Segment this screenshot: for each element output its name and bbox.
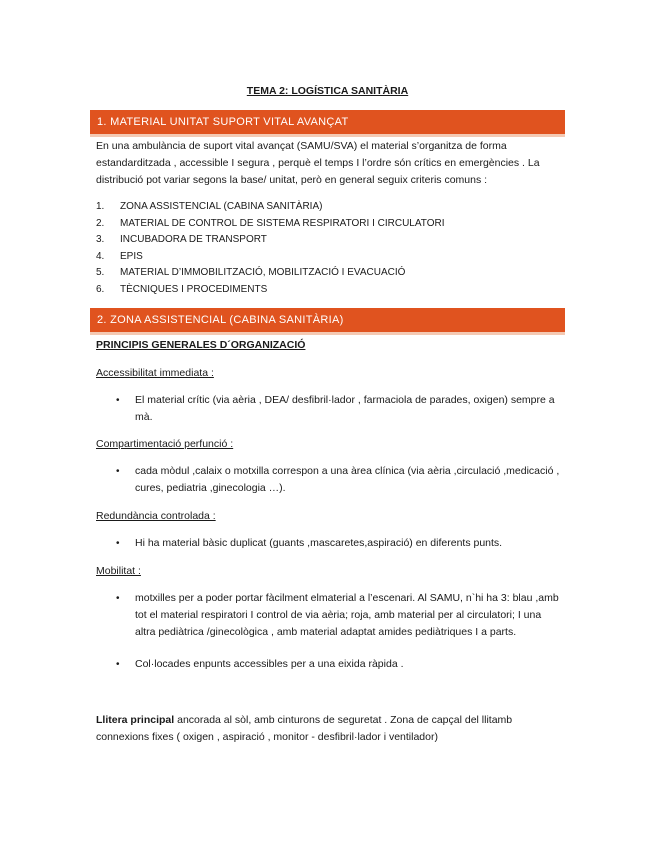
list-item: 3. INCUBADORA DE TRANSPORT (96, 234, 267, 245)
accessibility-label: Accessibilitat immediata : (96, 367, 214, 379)
list-item: 4. EPIS (96, 250, 143, 262)
section-1-heading-shadow (90, 134, 565, 137)
section-2-heading-shadow (90, 332, 565, 335)
section-2-heading: 2. ZONA ASSISTENCIAL (CABINA SANITÀRIA) (90, 308, 565, 332)
redundancy-label: Redundància controlada : (96, 510, 216, 522)
mobility-label: Mobilitat : (96, 565, 141, 577)
compartment-label: Compartimentació perfunció : (96, 438, 234, 450)
bullet-dot-icon: • (116, 395, 120, 406)
section-1-heading: 1. MATERIAL UNITAT SUPORT VITAL AVANÇAT (90, 110, 565, 134)
list-item: 6. TÈCNIQUES I PROCEDIMENTS (96, 283, 268, 295)
list-item: 2. MATERIAL DE CONTROL DE SISTEMA RESPIRATORI I CIRCULATORI (96, 217, 445, 229)
bullet-dot-icon: • (116, 466, 120, 477)
page-title: TEMA 2: LOGÍSTICA SANITÀRIA (246, 85, 409, 97)
section-1-numbered-list (96, 199, 558, 298)
compartment-bullet: • cada mòdul ,calaix o motxilla correspon a una àrea clínica (via aèria ,circulació ,medicació , cures, pediatria ,ginecologia …). (116, 465, 560, 494)
section-1-intro: En una ambulància de suport vital avançat (SAMU/SVA) el material s’organitza de forma estandarditzada , accessible I segura , perquè el temps I l’ordre són crítics en emergències . La distribució pot variar segons la base/ unitat, però en general seguix criteris comuns : (96, 140, 540, 186)
stretcher-bold-term: Llitera principal (96, 714, 175, 726)
mobility-bullet-2: • Col·locades enpunts accessibles per a una eixida ràpida . (116, 656, 560, 673)
mobility-bullet-1: • motxilles per a poder portar fàcilment elmaterial a l’escenari. Al SAMU, n`hi ha 3: blau ,amb tot el material respiratori I control de via aèria; roja, amb material per al circulatori; I una altra pediàtrica /ginecològica , amb material adaptat amides pediàtriques I a parts. (116, 592, 559, 638)
stretcher-paragraph (96, 712, 558, 746)
bullet-dot-icon: • (116, 593, 120, 604)
list-item: 5. MATERIAL D’IMMOBILITZACIÓ, MOBILITZACIÓ I EVACUACIÓ (96, 267, 406, 278)
list-item: 1. ZONA ASSISTENCIAL (CABINA SANITÀRIA) (96, 201, 323, 212)
principles-heading: PRINCIPIS GENERALES D´ORGANIZACIÓ (96, 339, 306, 351)
bullet-dot-icon: • (116, 659, 120, 670)
stretcher-text: ancorada al sòl, amb cinturons de seguretat . Zona de capçal del llitamb connexions fixes ( oxigen , aspiració , monitor - desfibril·lador i ventilador) (96, 714, 513, 743)
bullet-dot-icon: • (116, 538, 120, 549)
accessibility-bullet: • El material crític (via aèria , DEA/ desfibril·lador , farmaciola de parades, oxigen) sempre a mà. (116, 394, 555, 423)
redundancy-bullet: • Hi ha material bàsic duplicat (guants ,mascaretes,aspiració) en diferents punts. (116, 535, 560, 552)
